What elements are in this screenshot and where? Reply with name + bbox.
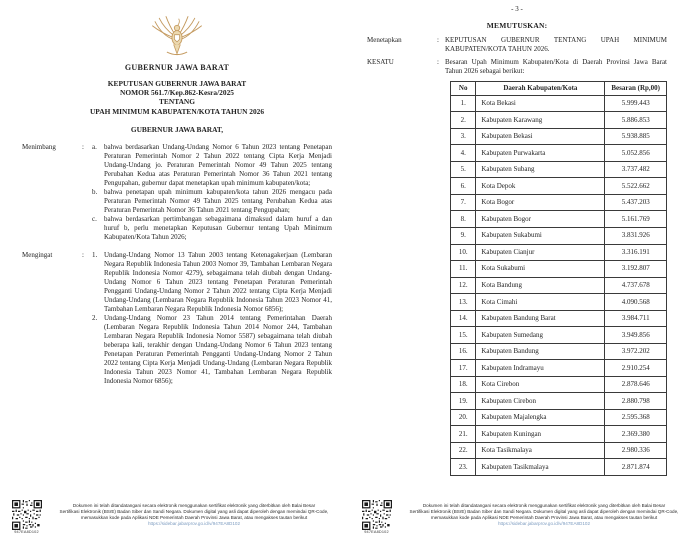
table-row-daerah: Kabupaten Cirebon xyxy=(476,393,605,410)
table-row-no: 1. xyxy=(451,95,476,112)
footer-line-3: memasukkan kode pada Aplikasi NDE Pemerintah Daerah Provinsi Jawa Barat, atau mengakses tautan berikut xyxy=(80,514,308,520)
table-row-no: 12. xyxy=(451,277,476,294)
table-row-besaran: 3.984.711 xyxy=(605,310,667,327)
table-row-besaran: 2.880.798 xyxy=(605,393,667,410)
qr-block-right xyxy=(360,500,393,535)
table-row-no: 13. xyxy=(451,294,476,311)
footer-line-2: Sertifikasi Elektronik (BSrE) Badan Siber dan Sandi Negara. Dokumen digital yang asli dapat diperoleh dengan memindai QR-Code, xyxy=(409,508,679,514)
table-row xyxy=(451,393,667,410)
table-row-no: 21. xyxy=(451,426,476,443)
table-row xyxy=(451,343,667,360)
table-row xyxy=(451,426,667,443)
kesatu-colon: : xyxy=(437,58,439,66)
menimbang-item xyxy=(92,215,332,242)
table-row-no: 22. xyxy=(451,442,476,459)
menimbang-label: Menimbang xyxy=(22,142,56,151)
table-row-no: 23. xyxy=(451,459,476,476)
table-row-besaran: 2.369.380 xyxy=(605,426,667,443)
umk-table-body xyxy=(451,95,667,475)
table-row-no: 20. xyxy=(451,409,476,426)
page-number: - 3 - xyxy=(511,5,523,13)
footer-disclaimer xyxy=(402,500,686,527)
table-row-daerah: Kabupaten Kuningan xyxy=(476,426,605,443)
table-row-besaran: 5.999.443 xyxy=(605,95,667,112)
verification-link[interactable]: https://sidebar.jabarprov.go.id/v/947EA8D102 xyxy=(147,520,241,526)
qr-code-icon xyxy=(362,500,392,530)
table-row-besaran: 3.737.482 xyxy=(605,161,667,178)
footer-left xyxy=(10,500,336,535)
table-row-no: 15. xyxy=(451,327,476,344)
table-row xyxy=(451,112,667,129)
table-row xyxy=(451,442,667,459)
table-row-no: 8. xyxy=(451,211,476,228)
table-row xyxy=(451,376,667,393)
table-row-daerah: Kabupaten Indramayu xyxy=(476,360,605,377)
header-besaran: Besaran (Rp,00) xyxy=(605,82,667,96)
table-row-besaran: 2.910.254 xyxy=(605,360,667,377)
table-row-besaran: 2.980.336 xyxy=(605,442,667,459)
table-row-besaran: 5.522.662 xyxy=(605,178,667,195)
table-row-daerah: Kota Bogor xyxy=(476,194,605,211)
table-row xyxy=(451,277,667,294)
footer-right xyxy=(360,500,686,535)
title-line-2: NOMOR 561.7/Kep.862-Kesra/2025 xyxy=(120,88,234,98)
menimbang-item-marker: a. xyxy=(92,142,97,151)
table-row xyxy=(451,261,667,278)
qr-code-label: 947EA8D102 xyxy=(364,530,389,534)
footer-line-2: Sertifikasi Elektronik (BSrE) Badan Siber dan Sandi Negara. Dokumen digital yang asli dapat diperoleh dengan memindai QR-Code, xyxy=(59,508,329,514)
table-row-daerah: Kabupaten Sukabumi xyxy=(476,228,605,245)
menimbang-items xyxy=(92,143,332,242)
table-row-daerah: Kabupaten Cianjur xyxy=(476,244,605,261)
memutuskan-heading: MEMUTUSKAN: xyxy=(486,21,548,30)
kesatu-label: KESATU xyxy=(367,58,394,66)
table-row-daerah: Kabupaten Bogor xyxy=(476,211,605,228)
table-row xyxy=(451,459,667,476)
table-row-daerah: Kota Bekasi xyxy=(476,95,605,112)
footer-line-1: Dokumen ini telah ditandatangani secara elektronik menggunakan sertifikat elektronik yang diterbitkan oleh Balai Besar xyxy=(72,502,316,508)
institution-name: GUBERNUR JAWA BARAT xyxy=(124,63,230,72)
mengingat-item-text: Undang-Undang Nomor 13 Tahun 2003 tentang Ketenagakerjaan (Lembaran Negara Republik Indonesia Tahun 2003 Nomor 39, Tambahan Lembaran Negara Republik Indonesia Nomor 4279), sebagaimana telah diubah dengan Undang-Undang Nomor 6 Tahun 2023 tentang Penetapan Peraturan Pemerintah Pengganti Undang-Undang Nomor 2 Tahun 2022 tentang Cipta Kerja Menjadi Undang-Undang (Lembaran Negara Republik Indonesia Tahun 2023 Nomor 41, Tambahan Lembaran Negara Republik Indonesia Nomor 6856); xyxy=(104,250,332,313)
page-right xyxy=(350,0,700,538)
table-row-no: 9. xyxy=(451,228,476,245)
salutation: GUBERNUR JAWA BARAT, xyxy=(130,124,224,134)
table-row-daerah: Kabupaten Subang xyxy=(476,161,605,178)
table-row-besaran: 5.437.203 xyxy=(605,194,667,211)
menimbang-item xyxy=(92,143,332,188)
table-row-daerah: Kabupaten Tasikmalaya xyxy=(476,459,605,476)
menimbang-item xyxy=(92,188,332,215)
title-line-4: UPAH MINIMUM KABUPATEN/KOTA TAHUN 2026 xyxy=(89,106,265,116)
table-row xyxy=(451,194,667,211)
header-daerah: Daerah Kabupaten/Kota xyxy=(476,82,605,96)
table-row-no: 19. xyxy=(451,393,476,410)
table-row xyxy=(451,294,667,311)
footer-line-3: memasukkan kode pada Aplikasi NDE Pemerintah Daerah Provinsi Jawa Barat, atau mengakses tautan berikut xyxy=(430,514,658,520)
table-row-no: 16. xyxy=(451,343,476,360)
table-row xyxy=(451,161,667,178)
table-row xyxy=(451,310,667,327)
table-row-daerah: Kota Cirebon xyxy=(476,376,605,393)
kesatu-text: Besaran Upah Minimum Kabupaten/Kota di Daerah Provinsi Jawa Barat Tahun 2026 sebagai berikut: xyxy=(445,58,667,75)
mengingat-item xyxy=(92,251,332,314)
table-row-besaran: 4.737.678 xyxy=(605,277,667,294)
footer-line-1: Dokumen ini telah ditandatangani secara elektronik menggunakan sertifikat elektronik yang diterbitkan oleh Balai Besar xyxy=(422,502,666,508)
menimbang-item-text: bahwa berdasarkan Undang-Undang Nomor 6 Tahun 2023 tentang Penetapan Peraturan Pemerintah Nomor 2 Tahun 2022 tentang Cipta Kerja Menjadi Undang-Undang jo. Peraturan Pemerintah Nomor 49 Tahun 2025 tentang Perubahan Kedua atas Peraturan Pemerintah Nomor 36 Tahun 2021 tentang Pengupahan, gubernur dapat menetapkan upah minimum kabupaten/kota; xyxy=(104,142,332,187)
mengingat-item-marker: 2. xyxy=(92,313,98,322)
table-row-no: 7. xyxy=(451,194,476,211)
menetapkan-row xyxy=(367,36,667,54)
table-row-no: 10. xyxy=(451,244,476,261)
menetapkan-colon: : xyxy=(437,36,439,44)
table-row xyxy=(451,95,667,112)
mengingat-colon: : xyxy=(82,250,84,259)
menimbang-item-marker: c. xyxy=(92,214,97,223)
table-row-daerah: Kabupaten Bekasi xyxy=(476,128,605,145)
table-row-besaran: 4.090.568 xyxy=(605,294,667,311)
table-row-daerah: Kota Cimahi xyxy=(476,294,605,311)
table-row xyxy=(451,360,667,377)
umk-table xyxy=(450,81,667,476)
footer-disclaimer xyxy=(52,500,336,527)
qr-block-left xyxy=(10,500,43,535)
table-row-besaran: 2.871.874 xyxy=(605,459,667,476)
menimbang-item-marker: b. xyxy=(92,187,98,196)
kesatu-row xyxy=(367,58,667,76)
header-no: No xyxy=(451,82,476,96)
document-title xyxy=(22,79,332,116)
table-row-no: 18. xyxy=(451,376,476,393)
table-row-daerah: Kabupaten Sumedang xyxy=(476,327,605,344)
table-row-no: 5. xyxy=(451,161,476,178)
table-row-no: 17. xyxy=(451,360,476,377)
table-row-daerah: Kota Bandung xyxy=(476,277,605,294)
mengingat-label: Mengingat xyxy=(22,250,53,259)
table-row-daerah: Kabupaten Bandung Barat xyxy=(476,310,605,327)
table-row xyxy=(451,327,667,344)
table-row-no: 14. xyxy=(451,310,476,327)
table-row-daerah: Kabupaten Purwakarta xyxy=(476,145,605,162)
table-row xyxy=(451,128,667,145)
menimbang-item-text: bahwa penetapan upah minimum kabupaten/kota tahun 2026 mengacu pada Peraturan Pemerintah Nomor 49 Tahun 2025 tentang Perubahan Kedua atas Peraturan Pemerintah Nomor 36 Tahun 2021 tentang Pengupahan; xyxy=(104,187,332,214)
table-row-besaran: 5.938.885 xyxy=(605,128,667,145)
umk-table-header xyxy=(451,82,667,96)
table-row-besaran: 3.972.202 xyxy=(605,343,667,360)
table-row xyxy=(451,145,667,162)
mengingat-items xyxy=(92,251,332,386)
table-row-besaran: 2.878.646 xyxy=(605,376,667,393)
menetapkan-text: KEPUTUSAN GUBERNUR TENTANG UPAH MINIMUM KABUPATEN/KOTA TAHUN 2026. xyxy=(445,36,667,53)
mengingat-item-marker: 1. xyxy=(92,250,98,259)
table-row-daerah: Kabupaten Karawang xyxy=(476,112,605,129)
table-row xyxy=(451,178,667,195)
menetapkan-label: Menetapkan xyxy=(367,36,402,44)
menimbang-item-text: bahwa berdasarkan pertimbangan sebagaimana dimaksud dalam huruf a dan huruf b, perlu menetapkan Keputusan Gubernur tentang Upah Minimum Kabupaten/Kota Tahun 2026; xyxy=(104,214,332,241)
verification-link[interactable]: https://sidebar.jabarprov.go.id/v/947EA8D102 xyxy=(497,520,591,526)
table-row-besaran: 3.831.926 xyxy=(605,228,667,245)
mengingat-block xyxy=(22,251,332,386)
table-row-besaran: 5.161.769 xyxy=(605,211,667,228)
table-row-daerah: Kota Sukabumi xyxy=(476,261,605,278)
table-row-besaran: 2.595.368 xyxy=(605,409,667,426)
table-row-no: 3. xyxy=(451,128,476,145)
table-row-daerah: Kota Depok xyxy=(476,178,605,195)
table-row-besaran: 5.886.853 xyxy=(605,112,667,129)
table-row-no: 4. xyxy=(451,145,476,162)
table-row-no: 6. xyxy=(451,178,476,195)
title-line-3: TENTANG xyxy=(159,97,195,107)
table-row-daerah: Kabupaten Majalengka xyxy=(476,409,605,426)
table-row xyxy=(451,244,667,261)
table-row-besaran: 3.192.807 xyxy=(605,261,667,278)
table-row-no: 2. xyxy=(451,112,476,129)
menimbang-colon: : xyxy=(82,142,84,151)
mengingat-item xyxy=(92,314,332,386)
table-row xyxy=(451,228,667,245)
table-row-no: 11. xyxy=(451,261,476,278)
table-row-besaran: 3.949.856 xyxy=(605,327,667,344)
table-row-besaran: 3.316.191 xyxy=(605,244,667,261)
table-row-daerah: Kota Tasikmalaya xyxy=(476,442,605,459)
qr-code-label: 947EA8D102 xyxy=(14,530,39,534)
table-row xyxy=(451,211,667,228)
table-row-besaran: 5.052.856 xyxy=(605,145,667,162)
mengingat-item-text: Undang-Undang Nomor 23 Tahun 2014 tentang Pemerintahan Daerah (Lembaran Negara Republik Indonesia Tahun 2014 Nomor 244, Tambahan Lembaran Negara Republik Indonesia Nomor 5587) sebagaimana telah diubah beberapa kali, terakhir dengan Undang-Undang Nomor 6 Tahun 2023 tentang Penetapan Peraturan Pemerintah Pengganti Undang-Undang Nomor 2 Tahun 2022 tentang Cipta Kerja Menjadi Undang-Undang (Lembaran Negara Republik Indonesia Tahun 2023 Nomor 41, Tambahan Lembaran Negara Republik Indonesia Nomor 6856); xyxy=(104,313,332,385)
table-row-daerah: Kabupaten Bandung xyxy=(476,343,605,360)
menimbang-block xyxy=(22,143,332,242)
qr-code-icon xyxy=(12,500,42,530)
title-line-1: KEPUTUSAN GUBERNUR JAWA BARAT xyxy=(107,79,247,88)
garuda-emblem-icon xyxy=(150,13,204,59)
table-row xyxy=(451,409,667,426)
